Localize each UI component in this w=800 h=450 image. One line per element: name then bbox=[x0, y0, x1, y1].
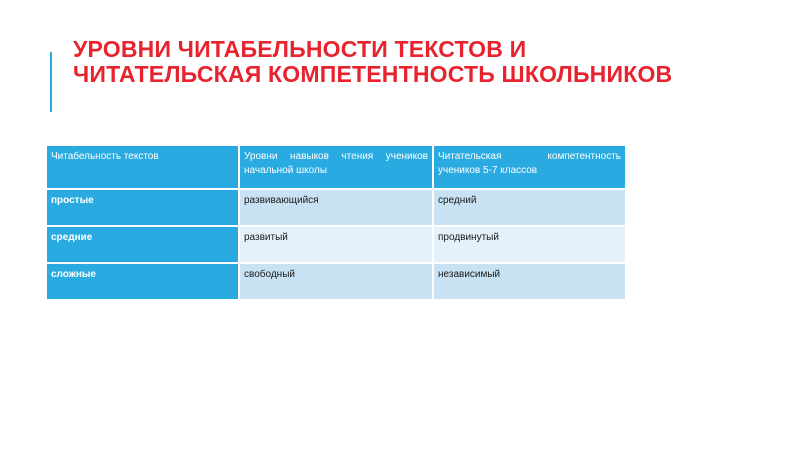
table-cell: развивающийся bbox=[239, 189, 433, 226]
table-row bbox=[46, 263, 626, 300]
header-primary-reading-skills: Уровни навыков чтения учеников начальной школы bbox=[239, 145, 433, 189]
row-label-medium: средние bbox=[46, 226, 239, 263]
table-cell: средний bbox=[433, 189, 626, 226]
table-cell: продвинутый bbox=[433, 226, 626, 263]
table-cell: свободный bbox=[239, 263, 433, 300]
table-header-row bbox=[46, 145, 626, 189]
title-accent-bar bbox=[50, 52, 52, 112]
table-row bbox=[46, 189, 626, 226]
table-row bbox=[46, 226, 626, 263]
readability-table bbox=[45, 144, 627, 301]
row-label-simple: простые bbox=[46, 189, 239, 226]
header-reading-competence: Читательская компетентность учеников 5-7 классов bbox=[433, 145, 626, 189]
slide-title-line-2: ЧИТАТЕЛЬСКАЯ КОМПЕТЕНТНОСТЬ ШКОЛЬНИКОВ bbox=[73, 61, 673, 87]
table-cell: развитый bbox=[239, 226, 433, 263]
table-cell: независимый bbox=[433, 263, 626, 300]
slide-title-line-1: УРОВНИ ЧИТАБЕЛЬНОСТИ ТЕКСТОВ И bbox=[73, 36, 527, 62]
row-label-complex: сложные bbox=[46, 263, 239, 300]
header-text-readability: Читабельность текстов bbox=[46, 145, 239, 189]
slide-title bbox=[73, 37, 773, 87]
